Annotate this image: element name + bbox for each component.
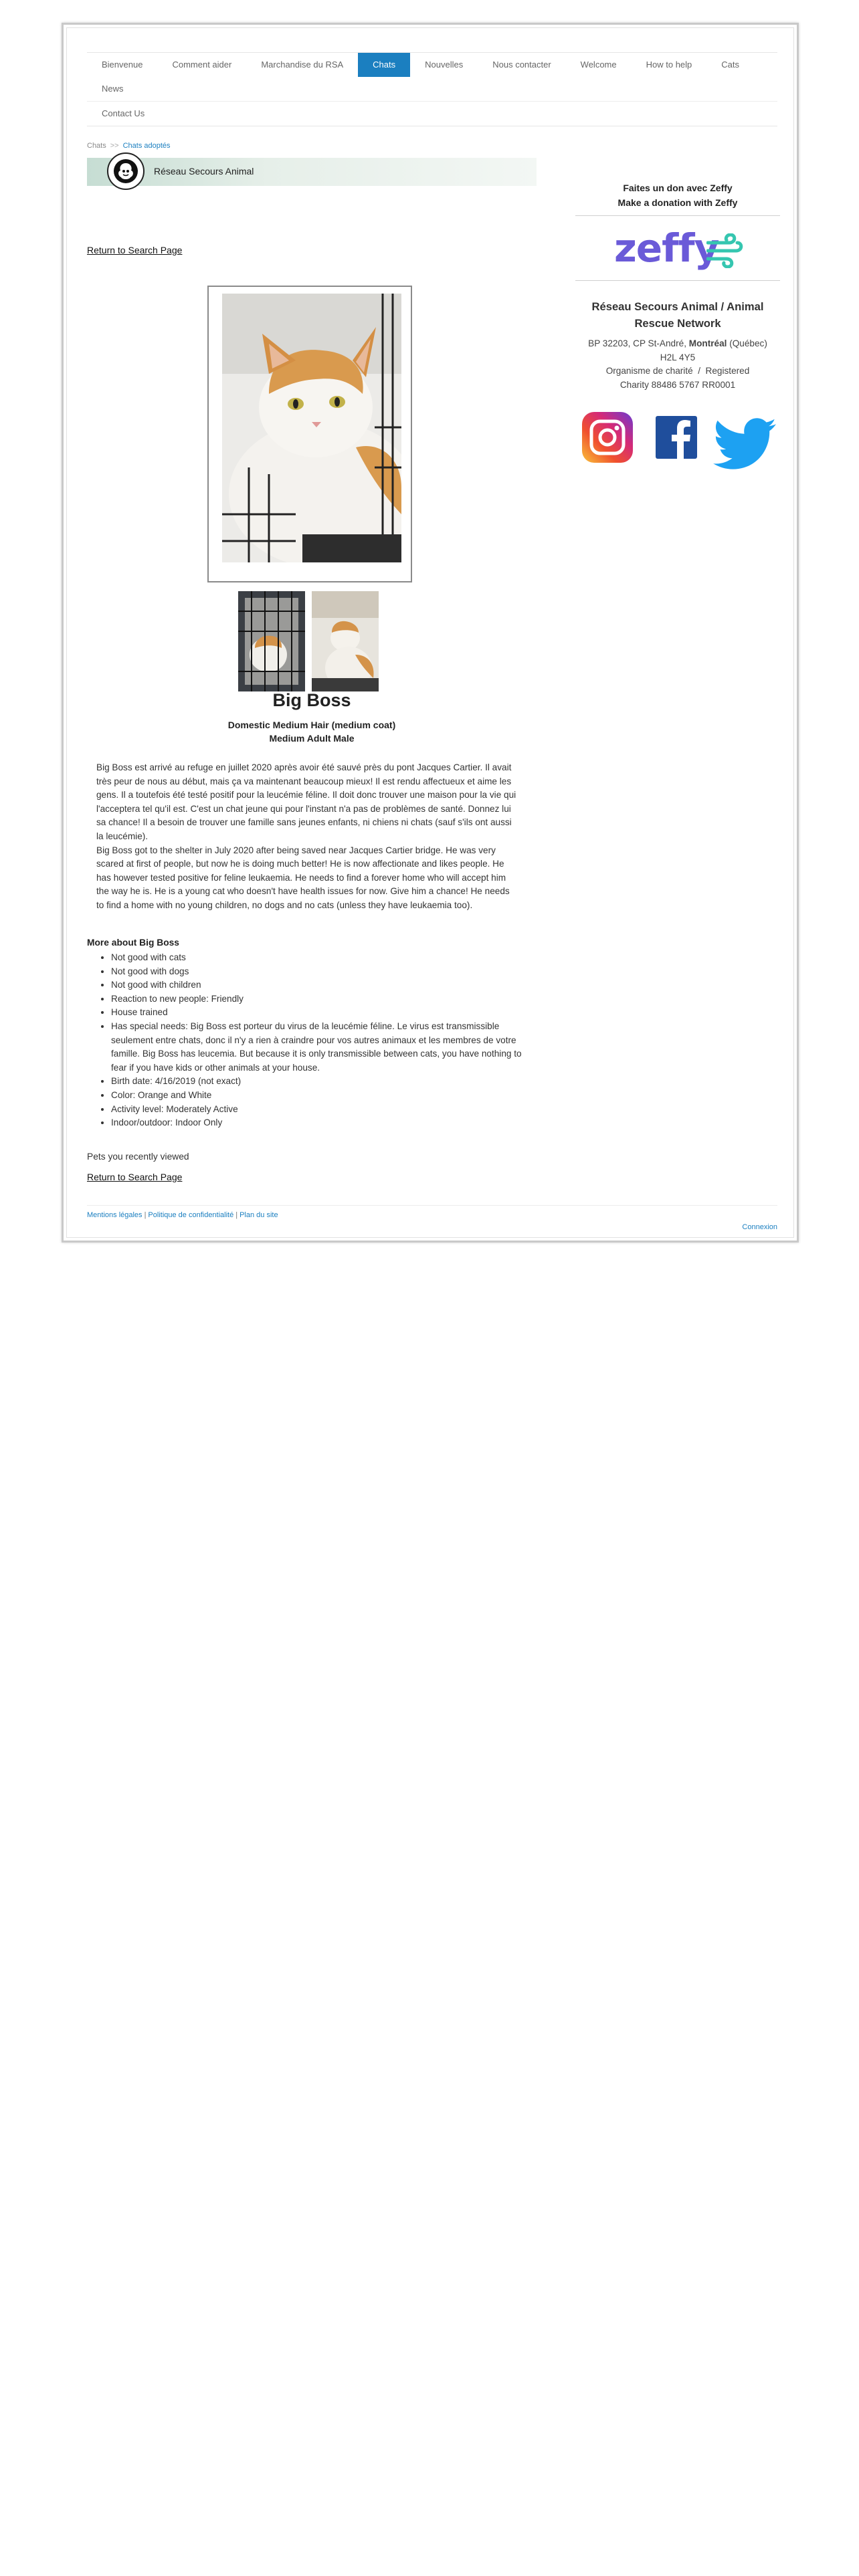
nav-item-welcome[interactable]: Welcome [580, 60, 617, 70]
nav-item-cats[interactable]: Cats [721, 60, 740, 70]
more-about-list [87, 951, 529, 1130]
pet-thumbnail-1[interactable] [238, 591, 305, 691]
pet-name: Big Boss [272, 690, 351, 710]
list-item: • Color: Orange and White [111, 1089, 529, 1103]
address-street: BP 32203, CP St-André, [588, 338, 689, 348]
pet-age-sex: Medium Adult Male [269, 733, 355, 744]
social-links [575, 412, 780, 479]
zeffy-wind-icon [706, 233, 744, 268]
zeffy-title-en: Make a donation with Zeffy [617, 197, 738, 208]
main-content [87, 142, 537, 1182]
sidebar [575, 142, 780, 479]
address-postal: H2L 4Y5 [660, 352, 696, 362]
nav-item-comment-aider[interactable]: Comment aider [172, 60, 232, 70]
nav-item-chats[interactable]: Chats [358, 53, 410, 77]
nav-row-1 [87, 53, 777, 101]
org-address [575, 337, 780, 392]
sidebar-divider [575, 215, 780, 216]
list-item: • Not good with dogs [111, 965, 529, 979]
zeffy-title-fr: Faites un don avec Zeffy [623, 183, 733, 193]
sidebar-divider-2 [575, 280, 780, 281]
recently-viewed-label: Pets you recently viewed [87, 1152, 189, 1162]
charity-line: Organisme de charité / Registered [605, 366, 750, 377]
instagram-icon[interactable] [582, 412, 633, 463]
list-item: • Activity level: Moderately Active [111, 1103, 529, 1117]
pet-breed: Domestic Medium Hair (medium coat) [227, 720, 396, 730]
breadcrumb-root[interactable]: Chats [87, 142, 106, 150]
org-logo-icon [107, 152, 145, 190]
pet-description-fr: Big Boss est arrivé au refuge en juillet 2020 après avoir été sauvé près du pont Jacques Cartier. Il avait très peur de nous au début, mais ça va maintenant beaucoup mieux! Il est rendu affectueux et aime les gens. Il a toutefois été testé positif pour la leucémie féline. Il doit donc trouver une maison pour la vie qui l'acceptera tel qu'il est. C'est un chat jeune qui pour l'instant n'a pas de problèmes de santé. Donnez lui sa chance! Il a besoin de trouver une famille sans jeunes enfants, ni chiens ni chats (sauf s'ils ont aussi la leucémie). [96, 762, 516, 841]
pet-thumbnails [238, 591, 379, 691]
page-frame [62, 23, 799, 1243]
footer [87, 1205, 777, 1231]
org-banner [87, 158, 537, 186]
nav-item-nous-contacter[interactable]: Nous contacter [492, 60, 551, 70]
login-link[interactable]: Connexion [742, 1223, 777, 1231]
pet-description [96, 761, 516, 913]
list-item: • Not good with cats [111, 951, 529, 965]
pet-main-photo[interactable] [222, 294, 401, 562]
facebook-icon[interactable] [656, 416, 697, 459]
nav-item-how-to-help[interactable]: How to help [646, 60, 692, 70]
page-frame-inner [66, 27, 794, 1238]
list-item: • House trained [111, 1006, 529, 1020]
list-item: • Not good with children [111, 978, 529, 992]
breadcrumb-current[interactable]: Chats adoptés [122, 142, 171, 150]
return-to-search-link[interactable]: Return to Search Page [87, 245, 183, 255]
org-banner-name: Réseau Secours Animal [154, 166, 254, 177]
footer-link-privacy[interactable]: Politique de confidentialité [148, 1211, 234, 1219]
breadcrumb [87, 142, 537, 151]
org-title: Réseau Secours Animal / Animal Rescue Network [591, 300, 764, 330]
list-item: • Has special needs: Big Boss est porteur du virus de la leucémie féline. Le virus est transmissible seulement entre chats, donc il n'y a rien à craindre pour vos autres animaux et les membres de votre famille. Big Boss has leucemia. But because it is only transmissible between cats, you have nothing to fear if you have kids or other animals at your house. [111, 1020, 529, 1075]
footer-separator: | [144, 1211, 147, 1219]
list-item: • Indoor/outdoor: Indoor Only [111, 1116, 529, 1130]
footer-separator: | [235, 1211, 238, 1219]
address-province: (Québec) [727, 338, 767, 348]
address-city: Montréal [688, 338, 727, 348]
nav-item-news[interactable]: News [102, 84, 124, 94]
nav-row-2 [87, 102, 777, 126]
footer-link-mentions[interactable]: Mentions légales [87, 1211, 142, 1219]
nav-item-bienvenue[interactable]: Bienvenue [102, 60, 143, 70]
breadcrumb-separator: >> [110, 142, 119, 150]
more-about-title: More about Big Boss [87, 938, 179, 948]
twitter-icon[interactable] [713, 417, 776, 471]
nav-item-nouvelles[interactable]: Nouvelles [425, 60, 464, 70]
zeffy-logo-text: zeffy [614, 225, 719, 271]
list-item: • Reaction to new people: Friendly [111, 992, 529, 1006]
pet-photo-frame [207, 286, 412, 582]
main-nav [87, 52, 777, 126]
zeffy-logo[interactable] [575, 221, 780, 275]
charity-number: Charity 88486 5767 RR0001 [619, 379, 736, 390]
footer-link-sitemap[interactable]: Plan du site [240, 1211, 278, 1219]
list-item: • Birth date: 4/16/2019 (not exact) [111, 1075, 529, 1089]
return-to-search-link-bottom[interactable]: Return to Search Page [87, 1172, 183, 1182]
pet-thumbnail-2[interactable] [312, 591, 379, 691]
nav-item-contact-us[interactable]: Contact Us [102, 108, 145, 118]
nav-item-marchandise[interactable]: Marchandise du RSA [261, 60, 344, 70]
pet-description-en: Big Boss got to the shelter in July 2020 after being saved near Jacques Cartier bridge. He was very scared at first of people, but now he is doing much better! He is now affectionate and likes people. He has however tested positive for feline leukaemia. He needs to find a forever home who will accept him the way he is. He is a young cat who doesn't have health issues for now. Give him a chance! He needs to find a home with no young children, no dogs and no cats (unless they have leukaemia too). [96, 845, 510, 910]
